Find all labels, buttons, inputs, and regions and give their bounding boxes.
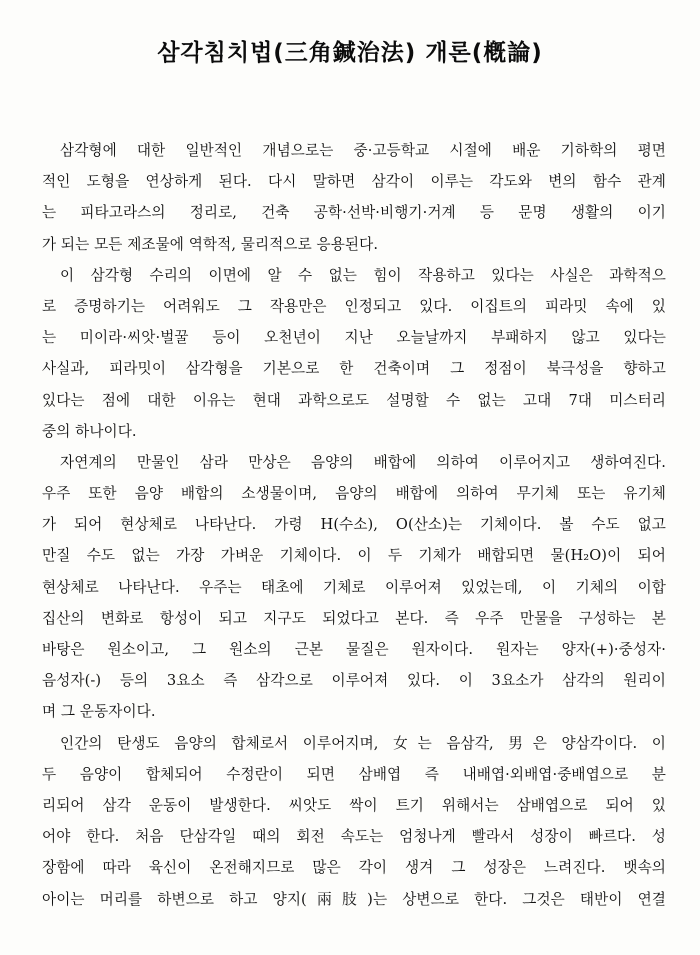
text-line: 중의 하나이다. — [42, 422, 137, 440]
text-line: 적인 도형을 연상하게 된다. 다시 말하면 삼각이 이루는 각도와 변의 함수 관계 — [42, 173, 666, 191]
text-line: 현상체로 나타난다. 우주는 태초에 기체로 이루어져 있었는데, 이 기체의 이합 — [42, 578, 666, 596]
text-line: 며 그 운동자이다. — [42, 703, 156, 721]
text-line: 만질 수도 없는 가장 가벼운 기체이다. 이 두 기체가 배합되면 물(H₂O)이 되어 — [42, 547, 666, 565]
text-line: 삼각형에 대한 일반적인 개념으로는 중·고등학교 시절에 배운 기하학의 평면 — [60, 142, 666, 159]
text-line: 는 피타고라스의 정리로, 건축 공학·선박·비행기·거계 등 문명 생활의 이기 — [42, 204, 666, 222]
text-line: 있다는 점에 대한 이유는 현대 과학으로도 설명할 수 없는 고대 7대 미스터리 — [42, 391, 666, 409]
text-line: 는 미이라·씨앗·벌꿀 등이 오천년이 지난 오늘날까지 부패하지 않고 있다는 — [42, 329, 666, 347]
text-line: 가 되는 모든 제조물에 역학적, 물리적으로 응용된다. — [42, 235, 379, 253]
text-line: 장함에 따라 육신이 온전해지므로 많은 각이 생겨 그 성장은 느려진다. 뱃속의 — [42, 859, 666, 877]
text-line: 이 삼각형 수리의 이면에 알 수 없는 힘이 작용하고 있다는 사실은 과학적으 — [60, 266, 666, 284]
text-line: 음성자(-) 등의 3요소 즉 삼각으로 이루어져 있다. 이 3요소가 삼각의 원리이 — [42, 672, 666, 690]
text-line: 로 증명하기는 어려워도 그 작용만은 인정되고 있다. 이집트의 피라밋 속에 있 — [42, 297, 666, 315]
text-line: 집산의 변화로 항성이 되고 지구도 되었다고 본다. 즉 우주 만물을 구성하는 본 — [42, 609, 666, 627]
text-line: 자연계의 만물인 삼라 만상은 음양의 배합에 의하여 이루어지고 생하여진다. — [60, 453, 666, 471]
text-line: 아이는 머리를 하변으로 하고 양지(兩肢)는 상변으로 한다. 그것은 태반이 연결 — [42, 890, 666, 908]
page-title: 삼각침치법(三角鍼治法) 개론(槪論) — [157, 40, 543, 66]
text-line: 리되어 삼각 운동이 발생한다. 씨앗도 싹이 트기 위해서는 삼배엽으로 되어 있 — [42, 796, 666, 814]
text-line: 두 음양이 합체되어 수정란이 되면 삼배엽 즉 내배엽·외배엽·중배엽으로 분 — [42, 765, 666, 783]
text-line: 어야 한다. 처음 단삼각일 때의 회전 속도는 엄청나게 빨라서 성장이 빠르다. 성 — [42, 828, 666, 846]
body-text — [42, 135, 666, 915]
text-line: 바탕은 원소이고, 그 원소의 근본 물질은 원자이다. 원자는 양자(+)·중성자· — [42, 641, 666, 658]
text-line: 인간의 탄생도 음양의 합체로서 이루어지며, 女는 음삼각, 男은 양삼각이다. 이 — [60, 734, 666, 752]
text-line: 가 되어 현상체로 나타난다. 가령 H(수소), O(산소)는 기체이다. 볼 수도 없고 — [42, 516, 666, 534]
text-line: 우주 또한 음양 배합의 소생물이며, 음양의 배합에 의하여 무기체 또는 유기체 — [42, 485, 666, 503]
text-line: 사실과, 피라밋이 삼각형을 기본으로 한 건축이며 그 정점이 북극성을 향하고 — [42, 360, 666, 378]
